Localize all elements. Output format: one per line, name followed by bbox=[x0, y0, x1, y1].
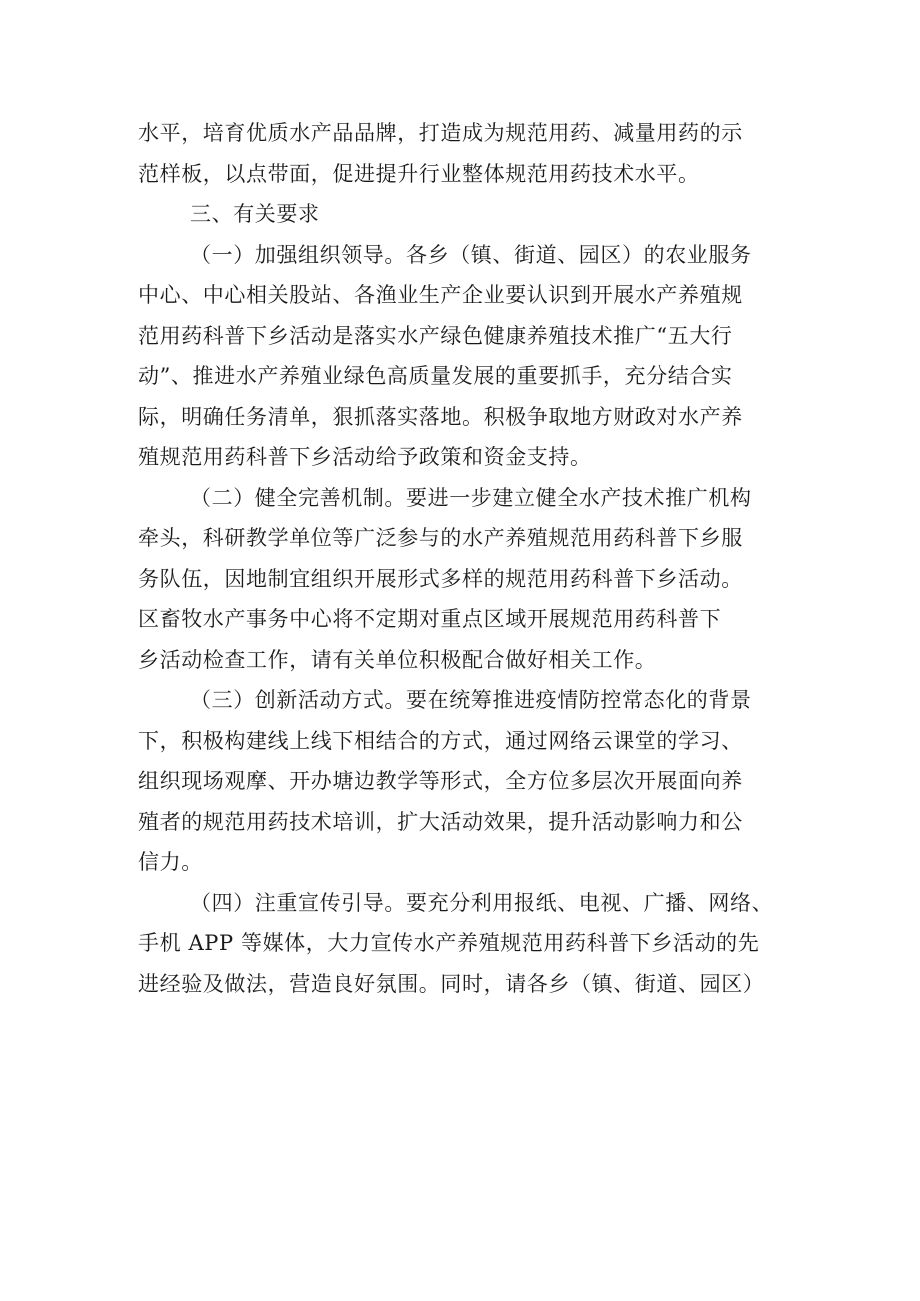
text-line: 务队伍，因地制宜组织开展形式多样的规范用药科普下乡活动。 bbox=[138, 566, 743, 591]
text-line: 殖者的规范用药技术培训，扩大活动效果，提升活动影响力和公 bbox=[138, 809, 743, 834]
text-line: （三）创新活动方式。要在统筹推进疫情防控常态化的背景 bbox=[190, 688, 752, 712]
text-line: 水平，培育优质水产品品牌，打造成为规范用药、减量用药的示 bbox=[138, 121, 743, 145]
paragraph-item-2 bbox=[138, 478, 788, 681]
text-line: 进经验及做法，营造良好氛围。同时，请各乡（镇、街道、园区） bbox=[138, 971, 765, 996]
text-line: 牵头，科研教学单位等广泛参与的水产养殖规范用药科普下乡服 bbox=[138, 526, 743, 550]
text-line: 际，明确任务清单，狠抓落实落地。积极争取地方财政对水产养 bbox=[138, 404, 743, 429]
text-line: （一）加强组织领导。各乡（镇、街道、园区）的农业服务 bbox=[190, 242, 752, 267]
text-line: （二）健全完善机制。要进一步建立健全水产技术推广机构 bbox=[190, 485, 752, 510]
text-line: 手机 APP 等媒体，大力宣传水产养殖规范用药科普下乡活动的先 bbox=[138, 931, 760, 955]
text-line: 乡活动检查工作，请有关单位积极配合做好相关工作。 bbox=[138, 647, 657, 672]
text-line: 组织现场观摩、开办塘边教学等形式，全方位多层次开展面向养 bbox=[138, 769, 743, 793]
text-line: 下，积极构建线上线下相结合的方式，通过网络云课堂的学习、 bbox=[138, 728, 743, 753]
text-line: 殖规范用药科普下乡活动给予政策和资金支持。 bbox=[138, 445, 592, 469]
section-heading bbox=[138, 194, 788, 235]
text-line: 范用药科普下乡活动是落实水产绿色健康养殖技术推广“五大行 bbox=[138, 323, 733, 348]
text-line: 信力。 bbox=[138, 850, 203, 874]
paragraph-item-4 bbox=[138, 883, 788, 1005]
paragraph-item-3 bbox=[138, 680, 788, 883]
text-line: 区畜牧水产事务中心将不定期对重点区域开展规范用药科普下 bbox=[138, 607, 722, 631]
paragraph-continuation bbox=[138, 113, 788, 194]
text-line: 范样板，以点带面，促进提升行业整体规范用药技术水平。 bbox=[138, 161, 700, 186]
paragraph-item-1 bbox=[138, 235, 788, 478]
text-line: 中心、中心相关股站、各渔业生产企业要认识到开展水产养殖规 bbox=[138, 283, 743, 307]
text-line: 动”、推进水产养殖业绿色高质量发展的重要抓手，充分结合实 bbox=[138, 364, 733, 388]
heading-line: 三、有关要求 bbox=[190, 202, 320, 226]
document-body bbox=[138, 113, 788, 1004]
text-line: （四）注重宣传引导。要充分利用报纸、电视、广播、网络、 bbox=[190, 890, 774, 915]
